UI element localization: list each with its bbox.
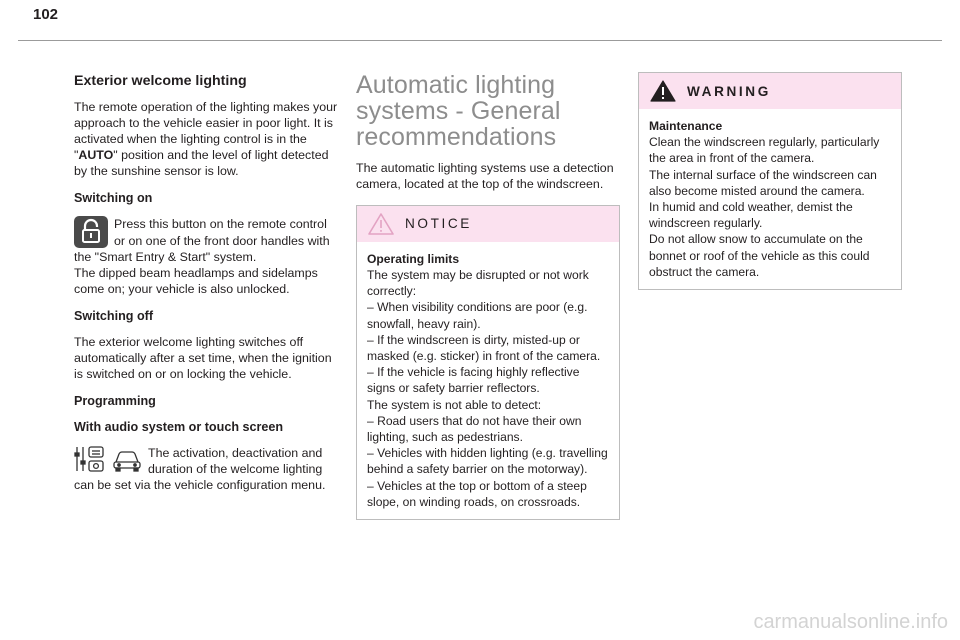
exterior-welcome-title: Exterior welcome lighting bbox=[74, 73, 247, 89]
warning-label: WARNING bbox=[687, 83, 771, 99]
warning-line: Do not allow snow to accumulate on the bonnet or roof of the vehicle as this could obstruct the camera. bbox=[649, 232, 870, 279]
notice-line: – Vehicles with hidden lighting (e.g. travelling behind a safety barrier on the motorway). bbox=[367, 446, 608, 477]
warning-triangle-icon bbox=[649, 79, 677, 103]
notice-label: NOTICE bbox=[405, 215, 472, 231]
warning-body bbox=[639, 109, 901, 289]
programming-text: The activation, deactivation and duration of the welcome lighting can be set via the vehicle configuration menu. bbox=[74, 446, 326, 493]
programming-subtitle: With audio system or touch screen bbox=[74, 420, 284, 435]
warning-header bbox=[639, 73, 901, 109]
switching-on-text: Press this button on the remote control or on one of the front door handles with the "Smart Entry & Start" system. bbox=[74, 217, 330, 264]
notice-line: – Road users that do not have their own lighting, such as pedestrians. bbox=[367, 413, 582, 445]
notice-line: The system is not able to detect: bbox=[367, 397, 542, 412]
page-number: 102 bbox=[33, 6, 59, 23]
left-column bbox=[74, 72, 340, 505]
warning-line: The internal surface of the windscreen can also become misted around the camera. bbox=[649, 167, 877, 198]
warning-box bbox=[638, 72, 902, 290]
notice-line: – If the vehicle is facing highly reflective signs or safety barrier reflectors. bbox=[367, 365, 580, 396]
warning-line: Clean the windscreen regularly, particularly the area in front of the camera. bbox=[649, 135, 880, 166]
notice-line: – When visibility conditions are poor (e.g. snowfall, heavy rain). bbox=[367, 300, 588, 331]
switching-on-paragraph bbox=[74, 216, 340, 296]
warning-heading: Maintenance bbox=[649, 119, 723, 133]
notice-box bbox=[356, 205, 620, 520]
switching-on-text-2: The dipped beam headlamps and sidelamps come on; your vehicle is also unlocked. bbox=[74, 265, 318, 296]
automatic-lighting-intro: The automatic lighting systems use a detection camera, located at the top of the windscreen. bbox=[356, 161, 614, 192]
programming-title: Programming bbox=[74, 394, 156, 409]
car-icon bbox=[112, 445, 142, 473]
programming-paragraph bbox=[74, 445, 340, 493]
automatic-lighting-title: Automatic lighting systems - General recommendations bbox=[356, 71, 561, 151]
auto-keyword: AUTO bbox=[78, 148, 114, 163]
header-divider bbox=[18, 40, 942, 41]
middle-column bbox=[356, 72, 620, 520]
notice-header bbox=[357, 206, 619, 242]
warning-line: In humid and cold weather, demist the windscreen regularly. bbox=[649, 200, 853, 231]
watermark: carmanualsonline.info bbox=[753, 611, 948, 633]
notice-triangle-icon bbox=[367, 212, 395, 236]
vehicle-settings-icon bbox=[74, 445, 106, 475]
notice-body bbox=[357, 242, 619, 519]
switching-on-title: Switching on bbox=[74, 191, 153, 206]
switching-off-text: The exterior welcome lighting switches off automatically after a set time, when the ignition is switched on or on locking the vehicle. bbox=[74, 334, 332, 382]
notice-line: – Vehicles at the top or bottom of a steep slope, on winding roads, on crossroads. bbox=[367, 478, 587, 509]
switching-off-title: Switching off bbox=[74, 308, 154, 323]
notice-line: The system may be disrupted or not work correctly: bbox=[367, 268, 589, 299]
notice-line: – If the windscreen is dirty, misted-up or masked (e.g. sticker) in front of the camera. bbox=[367, 332, 601, 364]
notice-heading: Operating limits bbox=[367, 251, 460, 266]
exterior-welcome-intro: The remote operation of the lighting makes your approach to the vehicle easier in poor light. It is activated when the lighting control is in the "AUTO" position and the level of light detected by the sunshine sensor is low. bbox=[74, 100, 338, 179]
padlock-icon bbox=[74, 216, 108, 248]
